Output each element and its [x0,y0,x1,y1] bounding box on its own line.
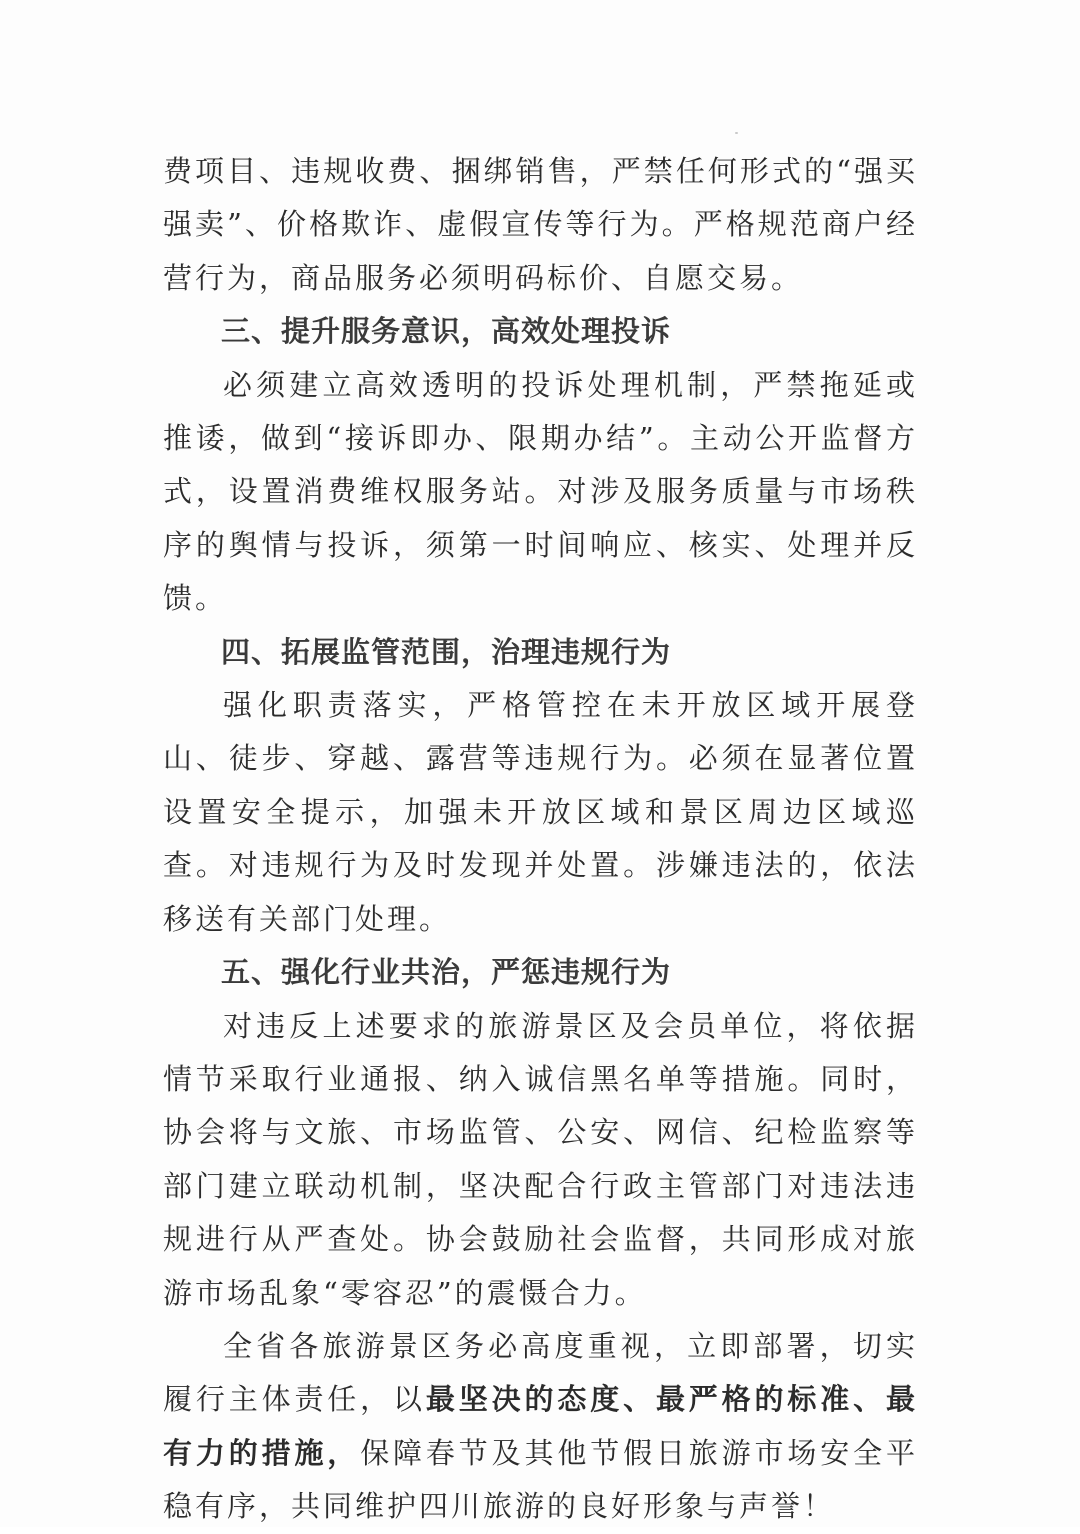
body-paragraph: 必须建立高效透明的投诉处理机制，严禁拖延或推诿，做到“接诉即办、限期办结”。主动公开监督方式，设置消费维权服务站。对涉及服务质量与市场秩序的舆情与投诉，须第一时间响应、核实、处理并反馈。 [163,367,918,616]
document-body [163,145,918,1534]
body-paragraph: 费项目、违规收费、捆绑销售，严禁任何形式的“强买强卖”、价格欺诈、虚假宣传等行为。严格规范商户经营行为，商品服务必须明码标价、自愿交易。 [163,154,918,295]
body-paragraph: 对违反上述要求的旅游景区及会员单位，将依据情节采取行业通报、纳入诚信黑名单等措施。同时，协会将与文旅、市场监管、公安、网信、纪检监察等部门建立联动机制，坚决配合行政主管部门对违法违规进行从严查处。协会鼓励社会监督，共同形成对旅游市场乱象“零容忍”的震慑合力。 [163,1008,918,1310]
closing-text-lead: 全省各旅游景区务必高度重视，立即部署，切实履行主体责任，以 [163,1328,918,1417]
closing-paragraph [163,1320,918,1534]
scan-speck [735,132,738,134]
body-paragraph: 强化职责落实，严格管控在未开放区域开展登山、徒步、穿越、露营等违规行为。必须在显著位置设置安全提示，加强未开放区域和景区周边区域巡查。对违规行为及时发现并处置。涉嫌违法的，依法移送有关部门处理。 [163,688,918,936]
section-heading: 五、强化行业共治，严惩违规行为 [221,955,672,990]
closing-text-tail: 保障春节及其他节假日旅游市场安全平稳有序，共同维护四川旅游的良好形象与声誉！ [163,1435,918,1524]
section-heading: 三、提升服务意识，高效处理投诉 [221,314,672,349]
section-heading: 四、拓展监管范围，治理违规行为 [221,634,672,669]
closing-text-emphasis: 最坚决的态度、最严格的标准、最有力的措施， [163,1382,918,1470]
